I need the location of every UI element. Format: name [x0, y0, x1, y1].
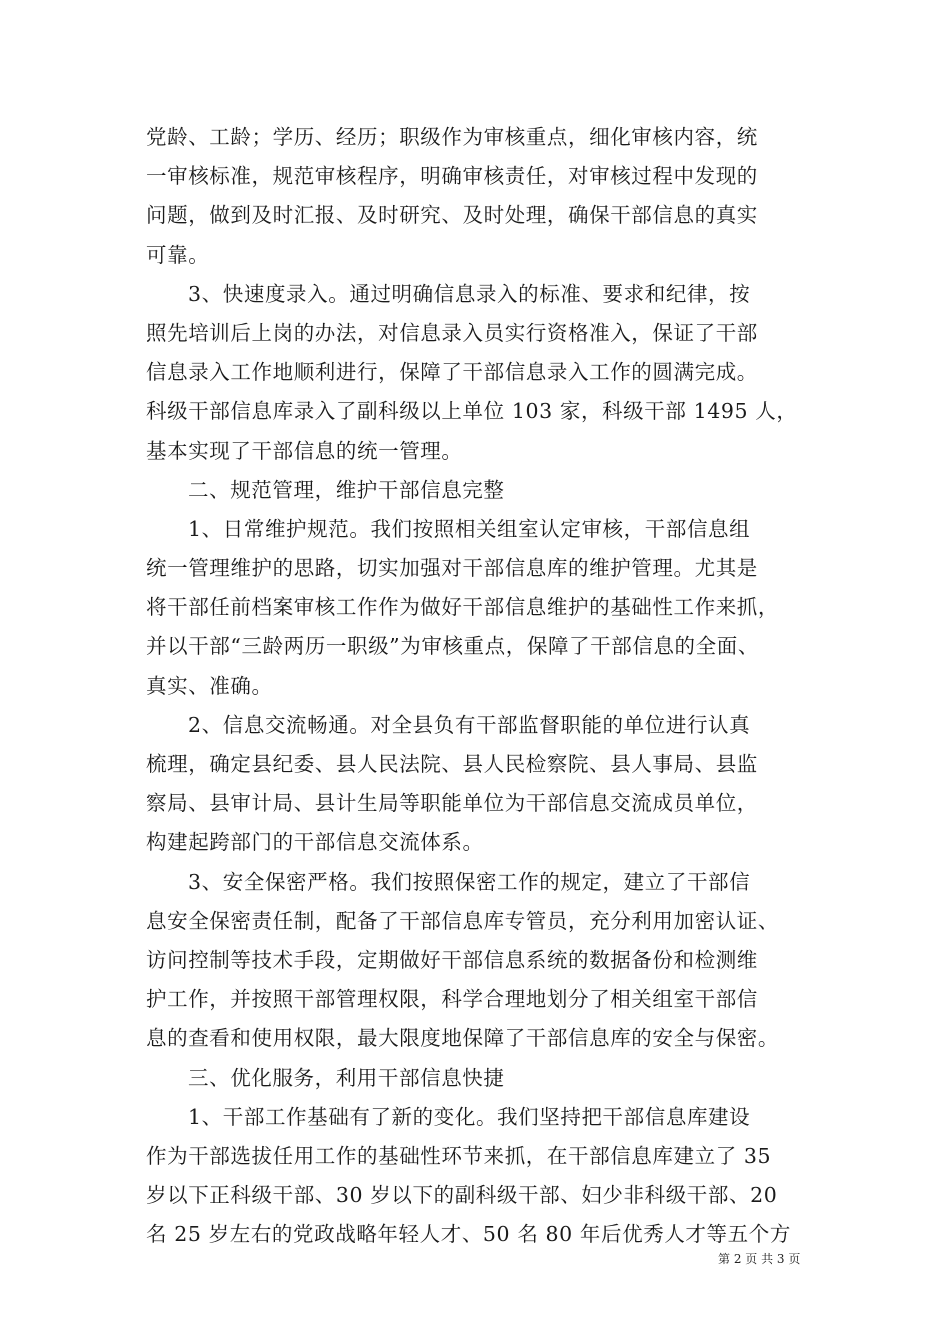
text-line: 息的查看和使用权限，最大限度地保障了干部信息库的安全与保密。	[146, 1026, 779, 1051]
body-text	[146, 118, 826, 1254]
text-line: 构建起跨部门的干部信息交流体系。	[146, 830, 484, 855]
text-line: 党龄、工龄；学历、经历；职级作为审核重点，细化审核内容，统	[146, 125, 758, 149]
text-line: 三、优化服务，利用干部信息快捷	[188, 1065, 505, 1090]
text-line: 息安全保密责任制，配备了干部信息库专管员，充分利用加密认证、	[146, 908, 779, 933]
text-line: 2、信息交流畅通。对全县负有干部监督职能的单位进行认真	[188, 712, 751, 737]
text-line: 二、规范管理，维护干部信息完整	[188, 477, 505, 502]
text-line: 梳理，确定县纪委、县人民法院、县人民检察院、县人事局、县监	[146, 752, 758, 776]
text-line: 基本实现了干部信息的统一管理。	[146, 438, 463, 463]
text-line: 3、快速度录入。通过明确信息录入的标准、要求和纪律，按	[188, 281, 751, 306]
text-line: 作为干部选拔任用工作的基础性环节来抓，在干部信息库建立了 35	[146, 1143, 772, 1168]
text-line: 3、安全保密严格。我们按照保密工作的规定，建立了干部信	[188, 869, 751, 894]
text-line: 一审核标准，规范审核程序，明确审核责任，对审核过程中发现的	[146, 164, 758, 189]
text-line: 可靠。	[146, 242, 210, 267]
text-line: 信息录入工作地顺利进行，保障了干部信息录入工作的圆满完成。	[146, 360, 758, 385]
text-line: 岁以下正科级干部、30 岁以下的副科级干部、妇少非科级干部、20	[146, 1183, 778, 1208]
text-line: 访问控制等技术手段，定期做好干部信息系统的数据备份和检测维	[146, 947, 758, 972]
text-line: 名 25 岁左右的党政战略年轻人才、50 名 80 年后优秀人才等五个方	[146, 1222, 791, 1247]
text-line: 真实、准确。	[146, 673, 273, 698]
text-line: 护工作，并按照干部管理权限，科学合理地划分了相关组室干部信	[146, 987, 758, 1012]
text-line: 将干部任前档案审核工作作为做好干部信息维护的基础性工作来抓，	[146, 595, 779, 620]
text-line: 并以干部“三龄两历一职级”为审核重点，保障了干部信息的全面、	[146, 634, 759, 659]
text-line: 科级干部信息库录入了副科级以上单位 103 家，科级干部 1495 人，	[146, 399, 798, 424]
text-line: 1、日常维护规范。我们按照相关组室认定审核，干部信息组	[188, 516, 751, 541]
page-number: 第 2 页 共 3 页	[718, 1252, 801, 1266]
text-line: 照先培训后上岗的办法，对信息录入员实行资格准入，保证了干部	[146, 320, 758, 345]
text-line: 察局、县审计局、县计生局等职能单位为干部信息交流成员单位，	[146, 791, 758, 816]
text-line: 1、干部工作基础有了新的变化。我们坚持把干部信息库建设	[188, 1104, 751, 1129]
text-line: 问题，做到及时汇报、及时研究、及时处理，确保干部信息的真实	[146, 203, 758, 228]
text-line: 统一管理维护的思路，切实加强对干部信息库的维护管理。尤其是	[146, 556, 758, 581]
